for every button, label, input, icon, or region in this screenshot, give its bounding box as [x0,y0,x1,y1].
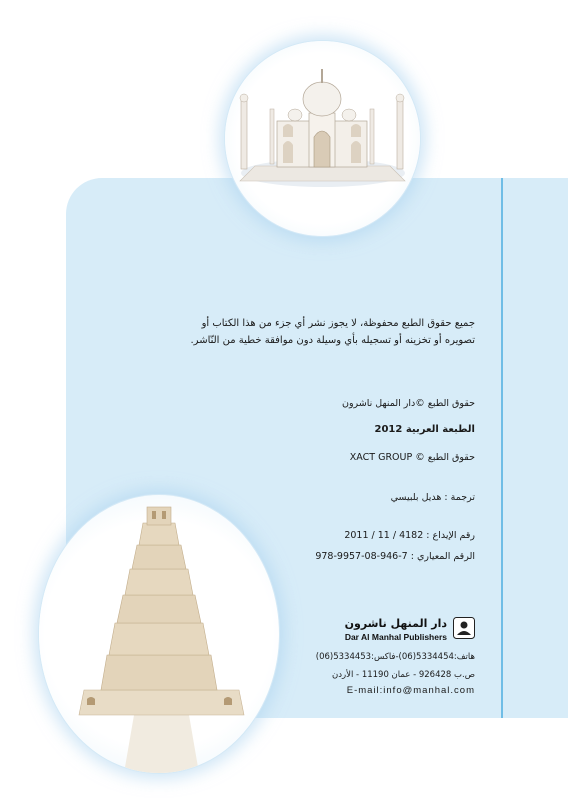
edition-line: الطبعة العربية 2012 [374,424,475,435]
vertical-rule [501,178,503,718]
phone-fax-line: هاتف:5334454(06)-فاكس:5334453(06) [315,652,475,662]
publisher-logo-icon [453,617,475,639]
copyright-line: حقوق الطبع ©دار المنهل ناشرون [341,398,475,409]
po-box-line: ص.ب 926428 - عمان 11190 - الأردن [332,670,475,680]
legal-deposit-line: رقم الإيداع : 4182 / 11 / 2011 [344,530,475,541]
publisher-name-arabic: دار المنهل ناشرون [344,617,447,630]
isbn-line: الرقم المعياري : 7-946-08-9957-978 [315,551,475,562]
taj-mahal-illustration [225,41,420,236]
spiral-minaret-illustration [39,495,279,773]
xact-copyright-line: حقوق الطبع © XACT GROUP [349,452,475,463]
translator-line: ترجمة : هديل بلبيسي [390,492,475,503]
email-link[interactable]: E-mail:info@manhal.com [346,685,475,696]
publisher-name-english: Dar Al Manhal Publishers [344,632,447,642]
copyright-notice: جميع حقوق الطبع محفوظة، لا يجوز نشر أي جزء من هذا الكتاب أو تصويره أو تخزينه أو تسجيله بأي وسيلة دون موافقة خطية من النّاشر. [190,318,475,346]
